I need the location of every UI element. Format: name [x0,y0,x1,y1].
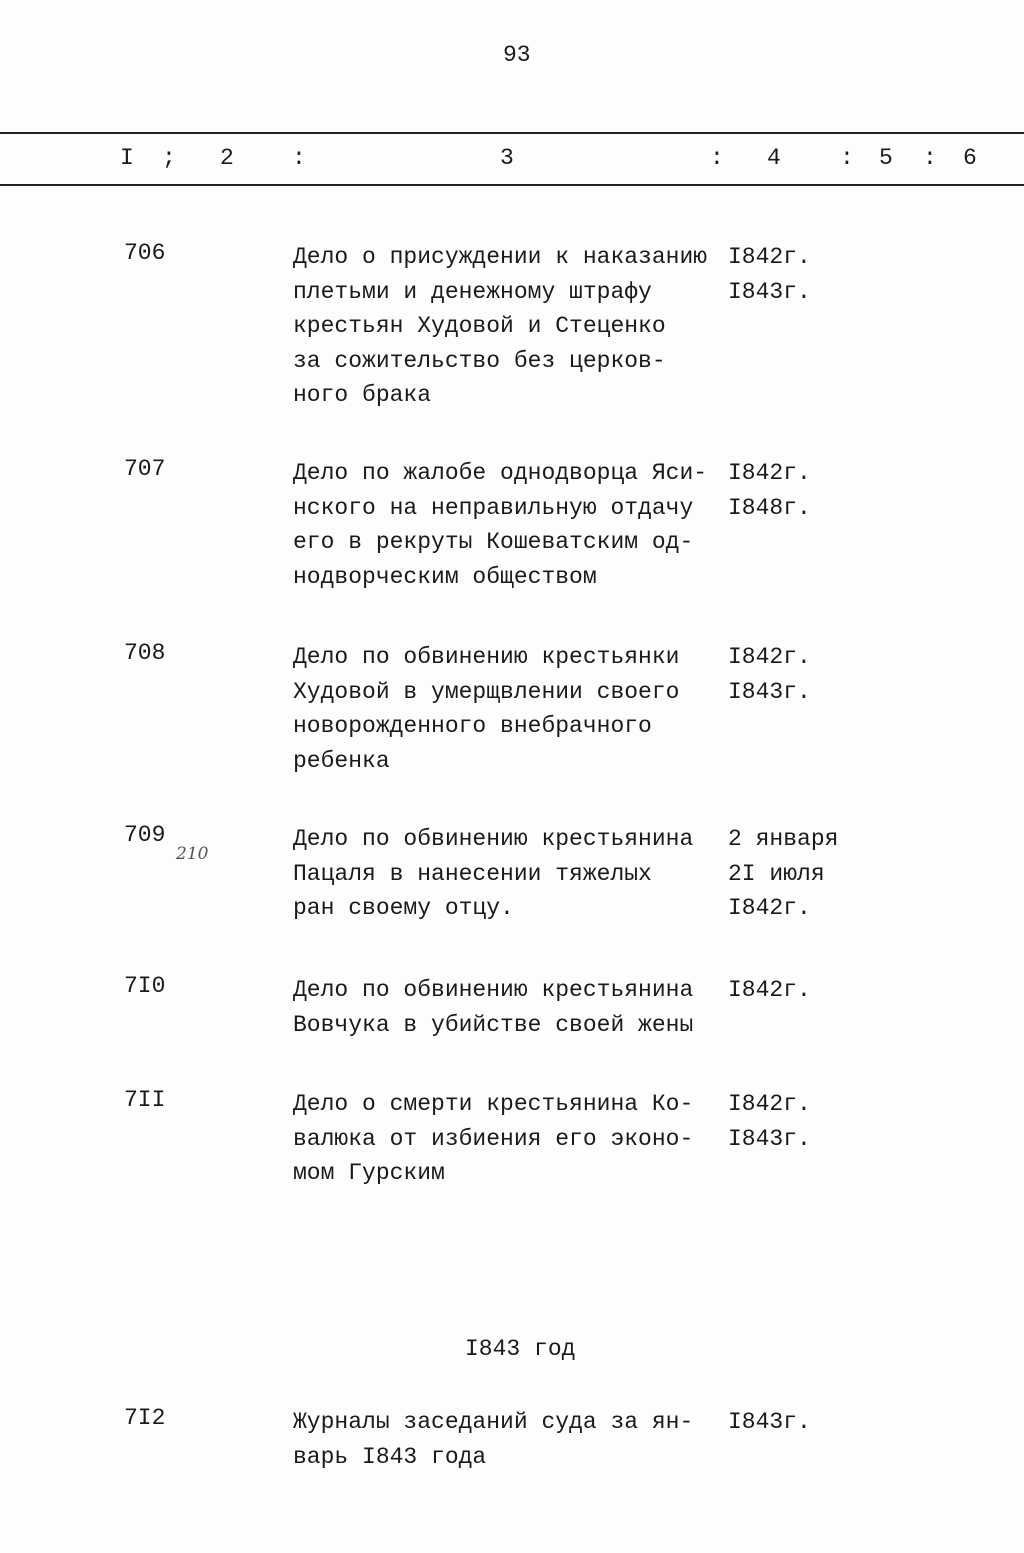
entry-description [293,640,679,778]
description-line: Дело по обвинению крестьянки [293,644,680,670]
entry-dates [728,822,838,926]
entry-number: 7I2 [124,1405,166,1431]
description-line: Дело по обвинению крестьянина [293,977,694,1003]
header-bottom-rule [0,184,1024,186]
date-line: I843г. [728,1125,811,1152]
description-line: нского на неправильную отдачу [293,494,694,521]
date-line: I842г. [728,977,811,1003]
entry-number: 708 [124,640,166,666]
entry-dates [728,1087,811,1156]
date-line: I842г. [728,244,811,270]
description-line: крестьян Худовой и Стеценко [293,313,666,339]
description-line: Дело о присуждении к наказанию [293,244,708,270]
col-6: 6 [963,145,977,171]
description-line: Вовчука в убийстве своей жены [293,1011,694,1038]
entry-number: 709 [124,822,166,848]
page-number: 93 [503,42,531,68]
description-line: варь I843 года [293,1443,487,1470]
entry-description [293,973,693,1042]
date-line: 2I июля [728,860,825,887]
description-line: за сожительство без церков- [293,347,666,374]
description-line: Дело о смерти крестьянина Ко- [293,1091,694,1117]
description-line: ного брака [293,382,432,408]
col-5: 5 [879,145,893,171]
date-line: I848г. [728,494,811,521]
description-line: Пацаля в нанесении тяжелых [293,860,652,887]
entry-number: 707 [124,456,166,482]
date-line: I842г. [728,1091,811,1117]
col-sep: : [923,145,937,171]
entry-description [293,240,707,413]
entry-number: 7II [124,1087,166,1113]
description-line: нодворческим обществом [293,563,597,590]
handwritten-note: 210 [176,844,209,864]
date-line: I843г. [728,1409,811,1435]
col-2: 2 [220,145,234,171]
entry-dates [728,240,811,309]
entry-dates [728,456,811,525]
date-line: I842г. [728,895,811,921]
entry-dates [728,1405,811,1440]
col-sep: ; [162,145,176,171]
entry-description [293,456,707,594]
date-line: I842г. [728,460,811,486]
col-1: I [120,145,134,171]
col-sep: : [710,145,724,171]
col-sep: : [292,145,306,171]
entry-description [293,1087,693,1191]
description-line: его в рекруты Кошеватским од- [293,529,694,555]
entry-dates [728,973,811,1008]
col-4: 4 [767,145,781,171]
description-line: новорожденного внебрачного [293,713,652,739]
date-line: I843г. [728,278,811,305]
col-sep: : [840,145,854,171]
header-top-rule [0,132,1024,134]
description-line: Журналы заседаний суда за ян- [293,1409,694,1435]
description-line: Дело по жалобе однодворца Яси- [293,460,708,486]
entry-dates [728,640,811,709]
date-line: I842г. [728,644,811,670]
description-line: ран своему отцу. [293,895,514,921]
date-line: 2 января [728,826,839,852]
entry-description [293,1405,693,1474]
section-heading: I843 год [465,1336,576,1362]
description-line: мом Гурским [293,1160,445,1186]
description-line: валюка от избиения его эконо- [293,1125,694,1152]
col-3: 3 [500,145,514,171]
description-line: плетьми и денежному штрафу [293,278,652,305]
description-line: Дело по обвинению крестьянина [293,826,694,852]
entry-number: 706 [124,240,166,266]
entry-description [293,822,693,926]
entry-number: 7I0 [124,973,166,999]
description-line: ребенка [293,747,390,774]
date-line: I843г. [728,678,811,705]
description-line: Худовой в умерщвлении своего [293,678,680,705]
